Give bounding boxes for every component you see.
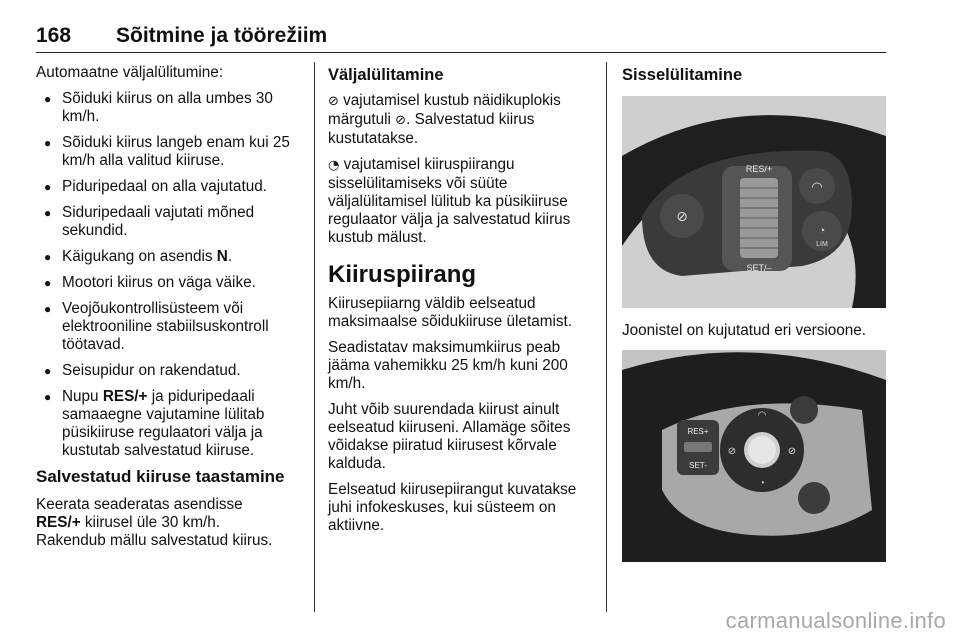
svg-text:SET-: SET- [689,461,707,470]
svg-text:⊘: ⊘ [727,446,737,457]
chapter-title: Sõitmine ja töörežiim [116,24,328,47]
column-left [36,64,291,558]
list-item: ● Piduripedaal on alla vajutatud. [36,178,291,196]
column-middle [328,64,593,543]
svg-text:LIM: LIM [816,241,828,248]
section-heading: Salvestatud kiiruse taastamine [36,467,285,486]
watermark: carmanualsonline.info [725,608,946,633]
list-item: ● Nupu RES/+ ja piduripedaali samaaegne vajutamine lülitab püsikiiruse regulaatori välja ja kustutab salvestatud kiiruse. [36,388,291,460]
paragraph: Seadistatav maksimumkiirus peab jääma vahemikku 25 km/h kuni 200 km/h. [328,339,568,392]
page-number: 168 [36,24,72,47]
column-divider [314,62,315,612]
paragraph: ◔ vajutamisel kiiruspiirangu sisselülitamiseks või süüte väljalülitamisel lülitub ka püsikiiruse regulaator välja ja salvestatud kiirus kustub mälust. [328,156,571,246]
column-right [622,64,892,92]
chapter-section-heading: Kiiruspiirang [328,261,477,288]
svg-text:SET/–: SET/– [746,263,772,273]
condition-list [36,90,291,460]
paragraph: Eelseatud kiirusepiirangut kuvatakse juhi infokeskuses, kui süsteem on aktiivne. [328,481,577,534]
paragraph: Juht võib suurendada kiirust ainult eelseatud kiiruseni. Allamäge sõites võidakse piiratud kiirusest kõrvale kalduda. [328,401,571,472]
list-item: ● Käigukang on asendis N. [36,248,291,266]
paragraph: Kiirusepiiarng väldib eelseatud maksimaalse sõidukiiruse ületamist. [328,295,572,330]
list-item: ● Sõiduki kiirus langeb enam kui 25 km/h alla valitud kiiruse. [36,134,291,170]
list-item: ● Siduripedaali vajutati mõned sekundid. [36,204,291,240]
svg-text:◔: ◔ [758,478,766,489]
list-item: ● Veojõukontrollisüsteem või elektrooniline stabiilsuskontroll töötavad. [36,300,291,354]
cruise-off-icon: ⊘ [328,94,339,109]
svg-text:◔: ◔ [818,225,826,237]
list-item: ● Seisupidur on rakendatud. [36,362,291,380]
svg-text:◠: ◠ [811,179,823,194]
column-divider [606,62,607,612]
paragraph: ⊘ vajutamisel kustub näidikuplokis märgutuli ⊘. Salvestatud kiirus kustutatakse. [328,92,561,147]
svg-text:⊘: ⊘ [787,446,797,457]
page-header [36,22,886,53]
paragraph: Keerata seaderatas asendisse RES/+ kiirusel üle 30 km/h. Rakendub mällu salvestatud kiirus. [36,496,273,549]
svg-text:⊘: ⊘ [676,208,688,224]
speed-limiter-icon: ◔ [328,158,340,173]
list-item: ● Mootori kiirus on väga väike. [36,274,291,292]
steering-wheel-controls-photo-alt [622,350,886,562]
svg-text:◠: ◠ [757,410,767,421]
section-heading: Väljalülitamine [328,66,444,84]
svg-text:RES+: RES+ [687,427,709,436]
cruise-off-icon: ⊘ [395,113,407,128]
steering-wheel-controls-photo [622,96,886,308]
svg-text:RES/+: RES/+ [745,164,773,174]
intro-text: Automaatne väljalülitumine: [36,64,224,81]
image-caption: Joonistel on kujutatud eri versioone. [622,322,867,339]
list-item: ● Sõiduki kiirus on alla umbes 30 km/h. [36,90,291,126]
section-heading: Sisselülitamine [622,66,743,84]
